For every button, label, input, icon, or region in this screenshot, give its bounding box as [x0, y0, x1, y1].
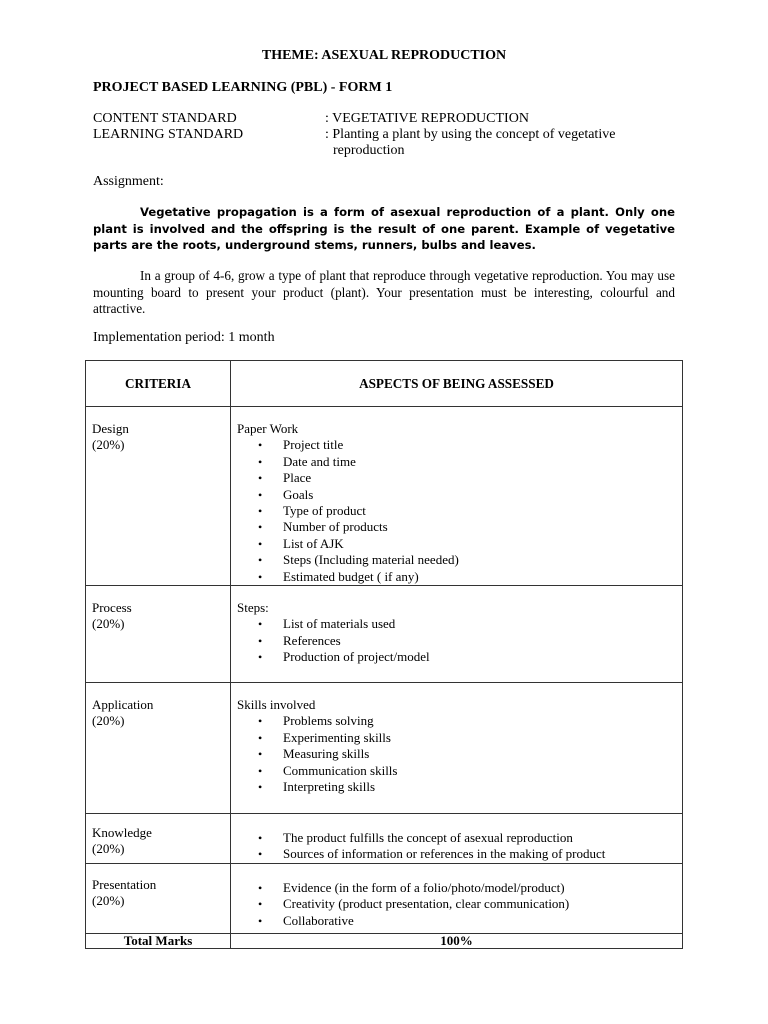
bullet-icon: • — [258, 780, 263, 795]
bullet-icon: • — [258, 633, 263, 648]
bullet-icon: • — [258, 847, 263, 862]
aspects-cell — [231, 407, 683, 586]
bullet-icon: • — [258, 487, 263, 502]
bullet-icon: • — [258, 438, 263, 453]
list-item — [258, 454, 682, 470]
list-item — [258, 569, 682, 585]
list-item — [258, 487, 682, 503]
list-item-text: Creativity (product presentation, clear communication) — [283, 896, 570, 912]
list-item — [258, 913, 682, 929]
total-value: 100% — [231, 933, 683, 948]
list-item — [258, 830, 682, 846]
criteria-weight: (20%) — [92, 713, 125, 729]
bullet-icon: • — [258, 553, 263, 568]
bullet-icon: • — [258, 471, 263, 486]
table-row — [86, 863, 683, 933]
criteria-cell — [86, 683, 231, 814]
table-header-row — [86, 361, 683, 407]
assessment-table — [85, 360, 683, 949]
pbl-title: PROJECT BASED LEARNING (PBL) - FORM 1 — [93, 80, 393, 95]
list-item — [258, 713, 682, 729]
list-item — [258, 746, 682, 762]
assignment-label: Assignment: — [93, 174, 164, 189]
criteria-name: Knowledge — [92, 825, 152, 841]
bullet-icon: • — [258, 880, 263, 895]
aspects-heading: Paper Work — [237, 421, 299, 436]
list-item — [258, 616, 682, 632]
aspects-list — [237, 437, 682, 585]
bullet-icon: • — [258, 504, 263, 519]
aspects-cell — [231, 863, 683, 933]
criteria-name: Design — [92, 421, 129, 436]
list-item-text: Goals — [283, 486, 314, 502]
bullet-icon: • — [258, 897, 263, 912]
list-item-text: Experimenting skills — [283, 729, 391, 745]
list-item-text: The product fulfills the concept of asexual reproduction — [283, 830, 573, 846]
criteria-weight: (20%) — [92, 893, 125, 909]
aspects-list — [237, 877, 682, 929]
bullet-icon: • — [258, 520, 263, 535]
list-item-text: Evidence (in the form of a folio/photo/model/product) — [283, 879, 565, 895]
list-item-text: Sources of information or references in the making of product — [283, 846, 606, 862]
table-row — [86, 814, 683, 864]
list-item-text: Number of products — [283, 519, 388, 535]
list-item — [258, 880, 682, 896]
total-label: Total Marks — [86, 933, 231, 948]
list-item-text: Collaborative — [283, 912, 354, 928]
aspects-list — [237, 616, 682, 665]
bullet-icon: • — [258, 747, 263, 762]
bullet-icon: • — [258, 714, 263, 729]
aspects-cell — [231, 586, 683, 683]
aspects-header: ASPECTS OF BEING ASSESSED — [231, 361, 683, 407]
theme-title: THEME: ASEXUAL REPRODUCTION — [261, 48, 507, 63]
list-item-text: Date and time — [283, 453, 356, 469]
criteria-name: Presentation — [92, 876, 157, 892]
bullet-icon: • — [258, 831, 263, 846]
bullet-icon: • — [258, 913, 263, 928]
criteria-weight: (20%) — [92, 841, 125, 857]
list-item — [258, 896, 682, 912]
criteria-weight: (20%) — [92, 616, 125, 632]
list-item-text: Interpreting skills — [283, 779, 376, 795]
aspects-cell — [231, 814, 683, 864]
table-row — [86, 683, 683, 814]
bullet-icon: • — [258, 536, 263, 551]
criteria-weight: (20%) — [92, 437, 125, 453]
list-item — [258, 649, 682, 665]
list-item-text: Measuring skills — [283, 746, 370, 762]
list-item — [258, 552, 682, 568]
aspects-list — [237, 713, 682, 795]
learning-standard-label: LEARNING STANDARD — [93, 127, 244, 142]
list-item — [258, 633, 682, 649]
bullet-icon: • — [258, 569, 263, 584]
list-item-text: Estimated budget ( if any) — [283, 568, 419, 584]
list-item — [258, 846, 682, 862]
total-row — [86, 933, 683, 948]
criteria-cell — [86, 407, 231, 586]
list-item-text: List of AJK — [283, 535, 344, 551]
list-item-text: References — [283, 632, 341, 648]
list-item — [258, 519, 682, 535]
table-row — [86, 407, 683, 586]
aspects-list — [237, 825, 682, 863]
list-item — [258, 503, 682, 519]
criteria-name: Process — [92, 600, 132, 616]
list-item-text: List of materials used — [283, 616, 396, 632]
criteria-cell — [86, 863, 231, 933]
aspects-heading: Skills involved — [237, 697, 316, 713]
list-item-text: Place — [283, 470, 312, 486]
implementation-period: Implementation period: 1 month — [93, 330, 275, 345]
content-standard-label: CONTENT STANDARD — [93, 111, 237, 126]
list-item-text: Problems solving — [283, 713, 374, 729]
list-item-text: Type of product — [283, 503, 366, 519]
assignment-paragraph-2: In a group of 4-6, grow a type of plant that reproduce through vegetative reproduction. You may use mounting board to present your product (plant). Your presentation must be interesting, colourful and attractive. — [93, 268, 675, 316]
list-item — [258, 779, 682, 795]
list-item — [258, 730, 682, 746]
list-item — [258, 763, 682, 779]
criteria-cell — [86, 586, 231, 683]
list-item — [258, 470, 682, 486]
list-item-text: Communication skills — [283, 762, 398, 778]
aspects-heading: Steps: — [237, 600, 269, 616]
list-item-text: Project title — [283, 437, 344, 453]
list-item-text: Production of project/model — [283, 649, 430, 665]
bullet-icon: • — [258, 650, 263, 665]
criteria-name: Application — [92, 697, 154, 713]
bullet-icon: • — [258, 454, 263, 469]
bullet-icon: • — [258, 730, 263, 745]
assignment-paragraph-1: Vegetative propagation is a form of asexual reproduction of a plant. Only one plant is involved and the offspring is the result of one parent. Example of vegetative parts are the roots, underground stems, runners, bulbs and leaves. — [93, 205, 675, 252]
learning-standard-value-line2: reproduction — [333, 143, 405, 158]
criteria-header: CRITERIA — [86, 361, 231, 407]
table-row — [86, 586, 683, 683]
bullet-icon: • — [258, 763, 263, 778]
learning-standard-value-line1: : Planting a plant by using the concept of vegetative — [325, 127, 616, 142]
aspects-cell — [231, 683, 683, 814]
list-item — [258, 437, 682, 453]
list-item-text: Steps (Including material needed) — [283, 552, 459, 568]
criteria-cell — [86, 814, 231, 864]
list-item — [258, 536, 682, 552]
content-standard-value: : VEGETATIVE REPRODUCTION — [325, 111, 529, 126]
bullet-icon: • — [258, 617, 263, 632]
